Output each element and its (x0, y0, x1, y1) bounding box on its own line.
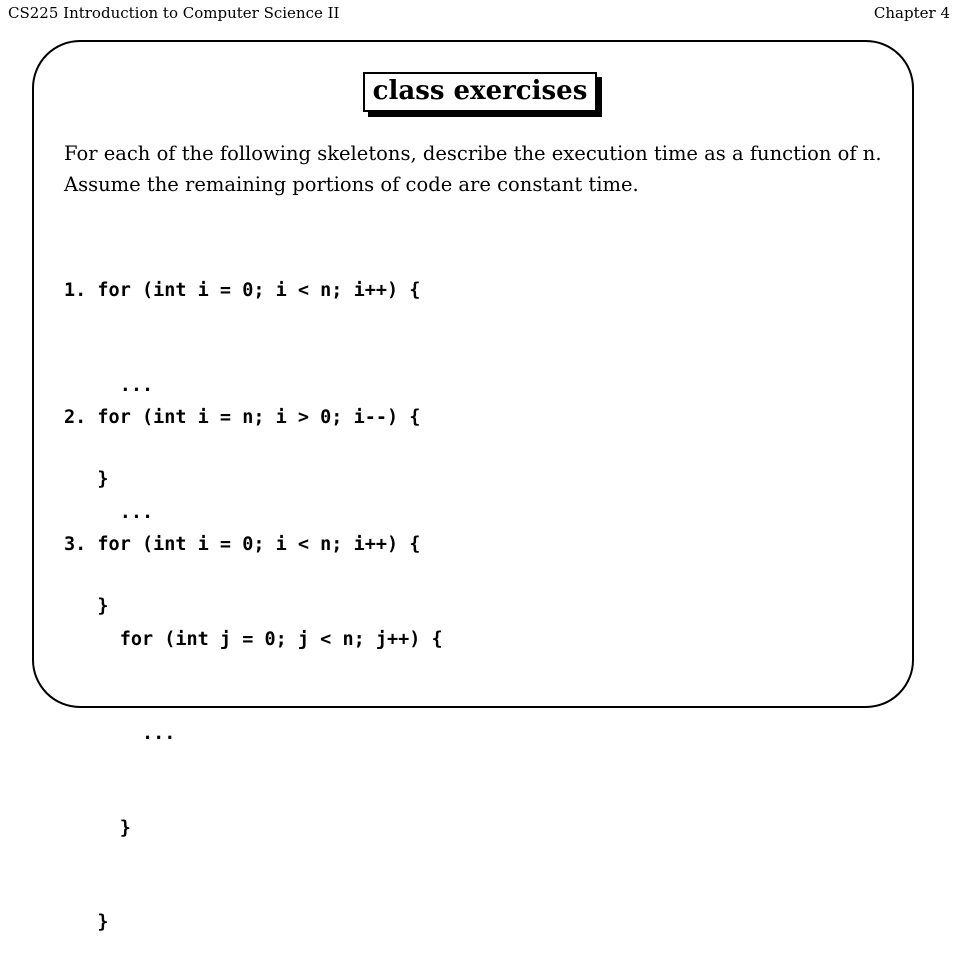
code-line: ... (64, 723, 176, 744)
code-line: 3. for (int i = 0; i < n; i++) { (64, 534, 421, 555)
intro-line: For each of the following skeletons, describe the execution time as a function of n. (64, 142, 882, 165)
intro-line: Assume the remaining portions of code are constant time. (64, 173, 639, 196)
code-line: ... (64, 501, 154, 523)
code-line: } (64, 469, 109, 490)
slide-title-wrapper (0, 72, 960, 112)
page-header-course: CS225 Introduction to Computer Science II (8, 4, 340, 22)
code-line: } (64, 596, 109, 617)
intro-text (64, 138, 904, 200)
code-line: 2. for (int i = n; i > 0; i--) { (64, 407, 421, 428)
page-header-chapter: Chapter 4 (873, 4, 950, 22)
code-line: } (64, 912, 109, 933)
code-line: 1. for (int i = 0; i < n; i++) { (64, 280, 421, 301)
exercise-3-code (64, 466, 443, 970)
code-line: ... (64, 374, 154, 396)
code-line: } (64, 817, 131, 839)
slide-title: class exercises (363, 72, 598, 112)
code-line: for (int j = 0; j < n; j++) { (64, 628, 443, 650)
